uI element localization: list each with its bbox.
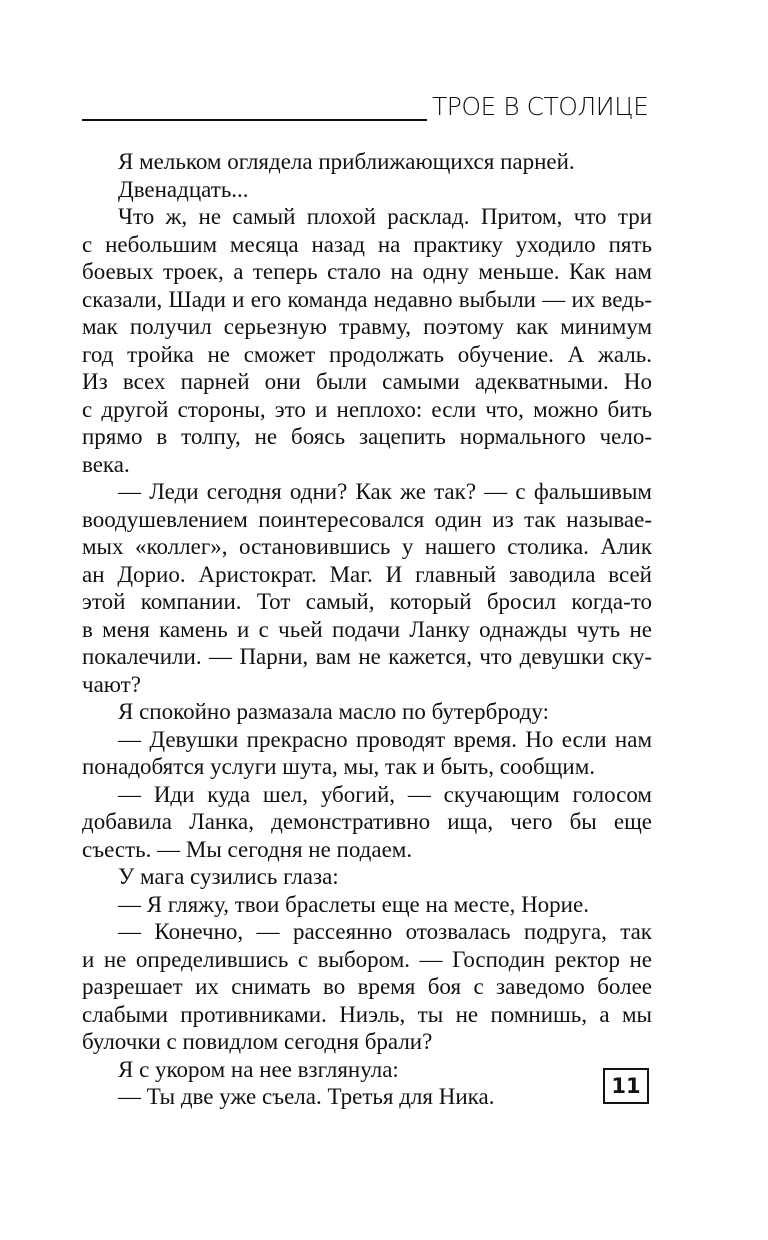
text-line: ан Дорио. Аристократ. Маг. И главный заводила всей: [82, 561, 652, 587]
text-line: У мага сузились глаза:: [118, 864, 339, 889]
text-line: — Девушки прекрасно проводят время. Но если нам: [118, 726, 652, 752]
text-line: — Я гляжу, твои браслеты еще на месте, Норие.: [118, 891, 589, 917]
text-line: съесть. — Мы сегодня не подаем.: [82, 836, 413, 862]
body-text: [82, 148, 652, 1111]
text-line: мак получил серьезную травму, поэтому как минимум: [82, 314, 652, 339]
text-line: слабыми противниками. Ниэль, ты не помнишь, а мы: [82, 1001, 652, 1027]
text-line: понадобятся услуги шута, мы, так и быть, сообщим.: [82, 754, 595, 779]
text-line: прямо в толпу, не боясь зацепить нормального чело-: [82, 424, 652, 449]
text-line: мых «коллег», остановившись у нашего столика. Алик: [82, 534, 652, 559]
text-line: века.: [82, 451, 130, 477]
text-line: — Иди куда шел, убогий, — скучающим голосом: [118, 781, 652, 807]
text-line: булочки с повидлом сегодня брали?: [82, 1029, 433, 1054]
text-line: этой компании. Тот самый, который бросил когда-то: [82, 589, 652, 614]
text-line: сказали, Шади и его команда недавно выбыли — их ведь-: [82, 286, 652, 312]
text-line: покалечили. — Парни, вам не кажется, что девушки ску-: [82, 644, 652, 669]
text-line: воодушевлением поинтересовался один из так называе-: [82, 506, 652, 532]
text-line: Я спокойно размазала масло по бутерброду:: [118, 699, 550, 724]
text-line: — Конечно, — рассеянно отозвалась подруга, так: [118, 919, 652, 944]
text-line: в меня камень и с чьей подачи Ланку однажды чуть не: [82, 616, 652, 642]
text-line: Из всех парней они были самыми адекватными. Но: [82, 369, 652, 394]
text-line: чают?: [82, 671, 141, 697]
text-line: Я мельком оглядела приближающихся парней.: [118, 149, 575, 174]
text-line: Я с укором на нее взглянула:: [118, 1056, 399, 1082]
running-header: [0, 92, 768, 132]
text-line: — Ты две уже съела. Третья для Ника.: [118, 1084, 495, 1109]
header-rule: [82, 119, 427, 121]
text-line: год тройка не сможет продолжать обучение. А жаль.: [82, 341, 652, 367]
text-line: с другой стороны, это и неплохо: если что, можно бить: [82, 396, 652, 422]
text-line: Двенадцать...: [118, 176, 249, 202]
text-line: разрешает их снимать во время боя с заведомо более: [82, 974, 652, 999]
text-line: добавила Ланка, демонстративно ища, чего бы еще: [82, 809, 652, 834]
text-line: — Леди сегодня одни? Как же так? — с фальшивым: [118, 479, 652, 504]
header-title: ТРОЕ В СТОЛИЦЕ: [432, 92, 649, 121]
text-line: с небольшим месяца назад на практику уходило пять: [82, 231, 652, 257]
text-line: и не определившись с выбором. — Господин ректор не: [82, 946, 652, 972]
text-line: Что ж, не самый плохой расклад. Притом, что три: [118, 204, 652, 229]
text-line: боевых троек, а теперь стало на одну меньше. Как нам: [82, 259, 652, 284]
page-number: 11: [603, 1068, 649, 1104]
